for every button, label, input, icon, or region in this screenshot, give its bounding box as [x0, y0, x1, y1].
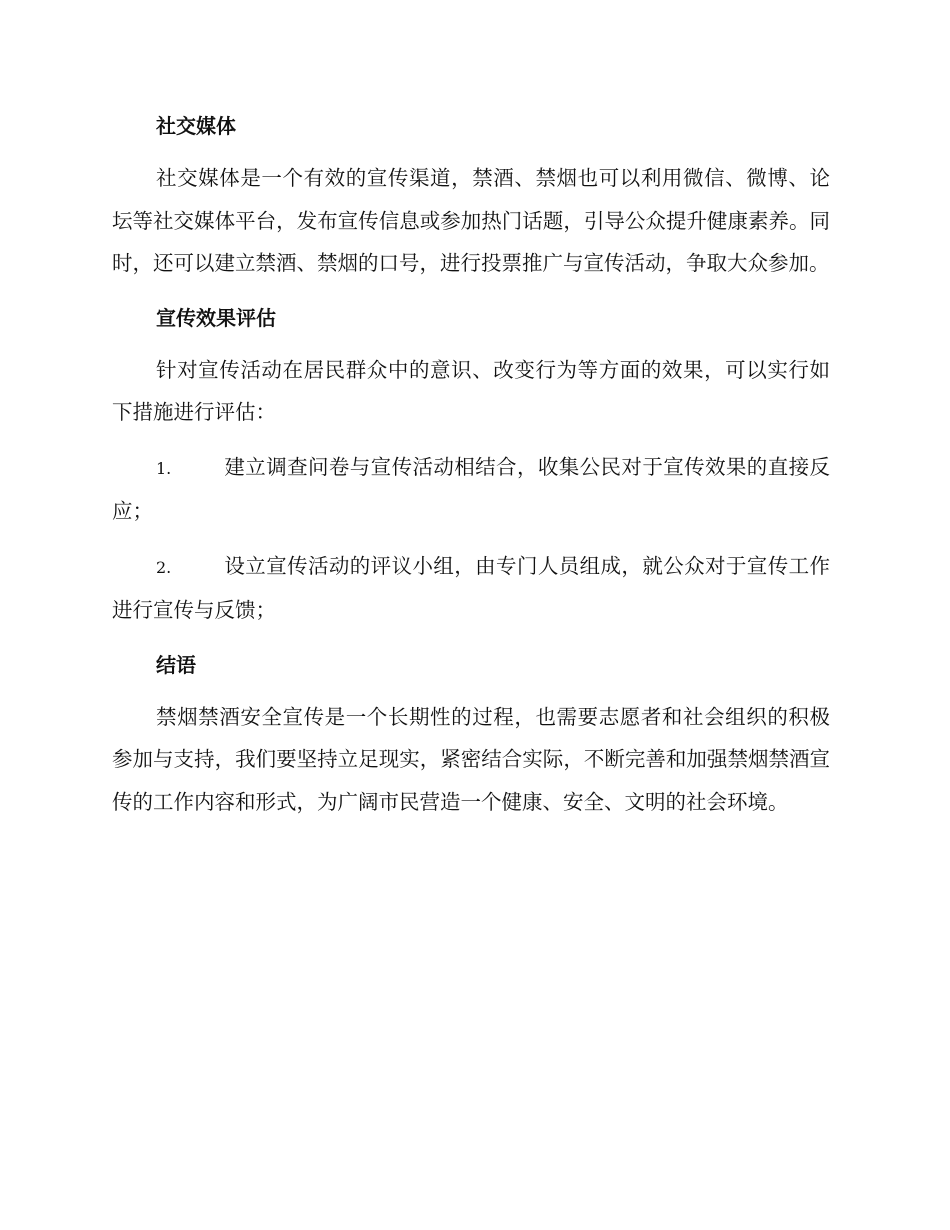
section-paragraph-conclusion: 禁烟禁酒安全宣传是一个长期性的过程，也需要志愿者和社会组织的积极参加与支持，我们要坚持立足现实，紧密结合实际，不断完善和加强禁烟禁酒宣传的工作内容和形式，为广阔市民营造一个健康、安全、文明的社会环境。 [112, 704, 830, 814]
list-item-text: 建立调查问卷与宣传活动相结合，收集公民对于宣传效果的直接反应； [112, 454, 830, 523]
section-heading-evaluation: 宣传效果评估 [156, 305, 276, 330]
list-item-text: 设立宣传活动的评议小组，由专门人员组成，就公众对于宣传工作进行宣传与反馈； [112, 553, 830, 622]
list-item-number: 2. [156, 557, 172, 577]
list-item-number: 1. [156, 458, 172, 478]
document-page [112, 105, 830, 835]
section-heading-conclusion: 结语 [156, 652, 196, 677]
section-paragraph-evaluation: 针对宣传活动在居民群众中的意识、改变行为等方面的效果，可以实行如下措施进行评估： [112, 357, 830, 424]
section-heading-social-media: 社交媒体 [156, 114, 236, 138]
list-item [112, 446, 830, 533]
section-paragraph-social-media: 社交媒体是一个有效的宣传渠道，禁酒、禁烟也可以利用微信、微博、论坛等社交媒体平台，发布宣传信息或参加热门话题，引导公众提升健康素养。同时，还可以建立禁酒、禁烟的口号，进行投票推广与宣传活动，争取大众参加。 [112, 166, 830, 275]
list-item [112, 545, 830, 632]
